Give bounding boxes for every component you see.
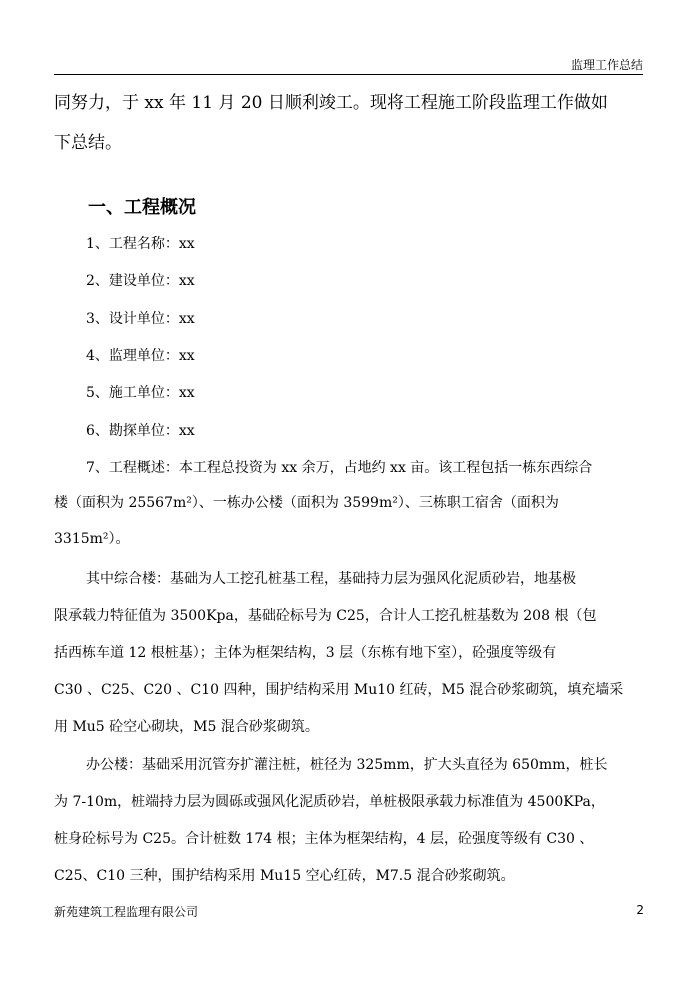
footer-company: 新苑建筑工程监理有限公司 [54, 905, 199, 919]
complex-line-1: 其中综合楼：基础为人工挖孔桩基工程，基础持力层为强风化泥质砂岩，地基极 [86, 571, 576, 587]
page-number: 2 [636, 903, 644, 917]
list-item: 6、勘探单位：xx [86, 423, 195, 439]
overview-line-3: 3315m²）。 [54, 531, 130, 547]
office-line-3: 桩身砼标号为 C25。合计桩数 174 根；主体为框架结构，4 层，砼强度等级有 C30 、 [54, 831, 594, 847]
office-line-1: 办公楼：基础采用沉管夯扩灌注桩，桩径为 325mm，扩大头直径为 650mm，桩长 [86, 757, 608, 773]
overview-line-2: 楼（面积为 25567m²）、一栋办公楼（面积为 3599m²）、三栋职工宿舍（面积为 [54, 495, 559, 511]
header-title: 监理工作总结 [570, 58, 643, 72]
complex-line-2: 限承载力特征值为 3500Kpa，基础砼标号为 C25，合计人工挖孔桩基数为 208 根（包 [54, 608, 597, 624]
list-item: 4、监理单位：xx [86, 348, 195, 364]
overview-line-1: 7、工程概述：本工程总投资为 xx 余万，占地约 xx 亩。该工程包括一栋东西综合 [86, 460, 593, 476]
office-line-2: 为 7-10m，桩端持力层为圆砾或强风化泥质砂岩，单桩极限承载力标准值为 4500KPa， [54, 794, 605, 810]
page-header [54, 54, 643, 75]
complex-line-4: C30 、C25、C20 、C10 四种，围护结构采用 Mu10 红砖，M5 混合砂浆砌筑，填充墙采 [54, 682, 624, 698]
complex-line-5: 用 Mu5 砼空心砌块，M5 混合砂浆砌筑。 [54, 719, 319, 735]
list-item: 2、建设单位：xx [86, 273, 195, 289]
intro-line-1: 同努力，于 xx 年 11 月 20 日顺利竣工。现将工程施工阶段监理工作做如 [54, 93, 608, 113]
section-heading: 一、工程概况 [88, 197, 196, 218]
complex-line-3: 括西栋车道 12 根桩基）；主体为框架结构，3 层（东栋有地下室），砼强度等级有 [54, 645, 557, 661]
list-item: 1、工程名称：xx [86, 236, 195, 252]
intro-line-2: 下总结。 [54, 133, 122, 153]
list-item: 3、设计单位：xx [86, 311, 195, 327]
list-item: 5、施工单位：xx [86, 385, 195, 401]
office-line-4: C25、C10 三种，围护结构采用 Mu15 空心红砖，M7.5 混合砂浆砌筑。 [54, 868, 515, 884]
